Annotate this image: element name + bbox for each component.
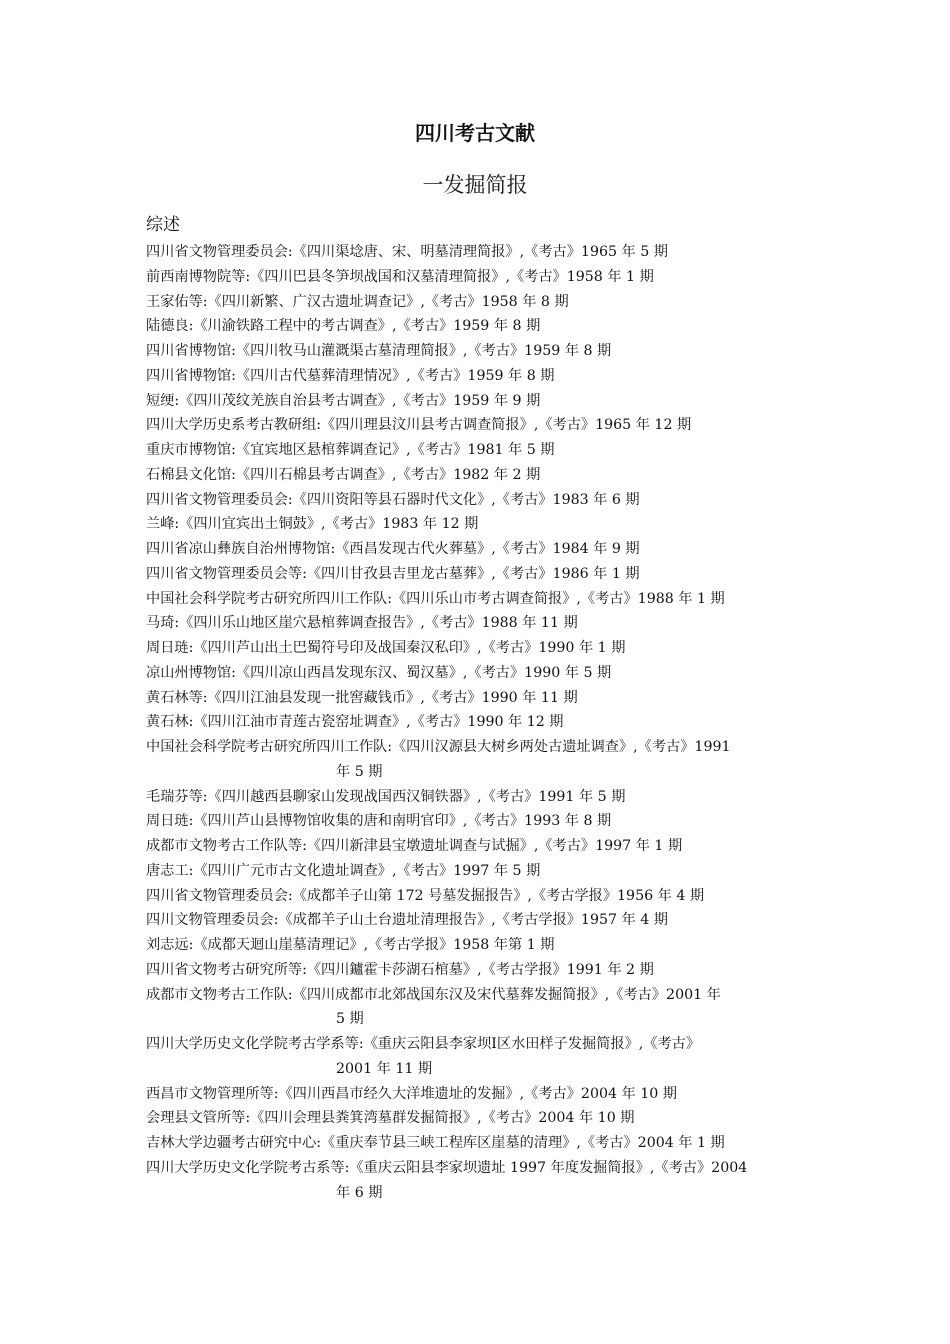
reference-text: 四川省博物馆:《四川牧马山灌溉渠古墓清理简报》,《考古》1959 年 8 期: [146, 343, 612, 359]
reference-entry: [146, 463, 816, 488]
reference-text: 西昌市文物管理所等:《四川西昌市经久大洋堆遗址的发掘》,《考古》2004 年 10 期: [146, 1085, 677, 1102]
reference-text: 黄石林:《四川江油市青莲古瓷窑址调查》,《考古》1990 年 12 期: [146, 714, 564, 731]
reference-entry: [146, 1156, 816, 1206]
reference-text: 四川省文物管理委员会:《成都羊子山第 172 号墓发掘报告》,《考古学报》1956 年 4 期: [146, 887, 705, 904]
reference-text: 兰峰:《四川宜宾出土铜鼓》,《考古》1983 年 12 期: [146, 516, 479, 533]
reference-entry: [146, 1106, 816, 1131]
reference-entry: [146, 636, 816, 661]
reference-text: 四川省凉山彝族自治州博物馆:《西昌发现古代火葬墓》,《考古》1984 年 9 期: [146, 541, 640, 557]
section-heading: 综述: [146, 215, 180, 235]
document-title: 四川考古文献: [415, 121, 535, 145]
reference-entry: [146, 983, 816, 1033]
reference-text-continuation: 年 6 期: [336, 1184, 383, 1201]
reference-text: 黄石林等:《四川江油县发现一批窖藏钱币》,《考古》1990 年 11 期: [146, 689, 578, 706]
reference-list: [146, 240, 816, 1205]
reference-entry: [146, 611, 816, 636]
reference-entry: [146, 290, 816, 315]
reference-text: 四川省文物管理委员会:《四川资阳等县石器时代文化》,《考古》1983 年 6 期: [146, 491, 640, 508]
reference-entry: [146, 389, 816, 414]
reference-entry: [146, 884, 816, 909]
reference-entry: [146, 438, 816, 463]
reference-entry: [146, 686, 816, 711]
reference-entry: [146, 314, 816, 339]
reference-entry: [146, 488, 816, 513]
reference-entry: [146, 710, 816, 735]
reference-entry: [146, 1032, 816, 1082]
reference-text: 马琦:《四川乐山地区崖穴悬棺葬调查报告》,《考古》1988 年 11 期: [146, 615, 578, 632]
reference-entry: [146, 587, 816, 612]
reference-entry: [146, 1131, 816, 1156]
reference-entry: [146, 339, 816, 364]
reference-text: 会理县文管所等:《四川会理县粪箕湾墓群发掘简报》,《考古》2004 年 10 期: [146, 1110, 635, 1127]
reference-text: 周日琏:《四川芦山出土巴蜀符号印及战国秦汉私印》,《考古》1990 年 1 期: [146, 640, 626, 656]
reference-text-continuation: 年 5 期: [336, 763, 383, 780]
reference-text: 唐志工:《四川广元市古文化遗址调查》,《考古》1997 年 5 期: [146, 862, 541, 879]
reference-entry: [146, 908, 816, 933]
reference-text: 四川文物管理委员会:《成都羊子山土台遗址清理报告》,《考古学报》1957 年 4 期: [146, 912, 668, 929]
reference-text: 四川省文物考古研究所等:《四川鑪霍卡莎湖石棺墓》,《考古学报》1991 年 2 期: [146, 961, 654, 978]
reference-text: 凉山州博物馆:《四川凉山西昌发现东汉、蜀汉墓》,《考古》1990 年 5 期: [146, 664, 612, 681]
reference-entry: [146, 413, 816, 438]
reference-entry: [146, 562, 816, 587]
reference-text: 刘志远:《成都天迴山崖墓清理记》,《考古学报》1958 年第 1 期: [146, 937, 555, 953]
reference-text: 王家佑等:《四川新繁、广汉古遗址调查记》,《考古》1958 年 8 期: [146, 293, 569, 310]
reference-text: 四川省文物管理委员会:《四川渠埝唐、宋、明墓清理简报》,《考古》1965 年 5 期: [146, 244, 668, 260]
reference-entry: [146, 661, 816, 686]
reference-text: 四川省博物馆:《四川古代墓葬清理情况》,《考古》1959 年 8 期: [146, 367, 555, 384]
reference-entry: [146, 933, 816, 958]
reference-text: 陆德良:《川渝铁路工程中的考古调查》,《考古》1959 年 8 期: [146, 318, 541, 335]
reference-entry: [146, 1082, 816, 1107]
reference-text: 前西南博物院等:《四川巴县冬笋坝战国和汉墓清理简报》,《考古》1958 年 1 期: [146, 268, 654, 285]
reference-entry: [146, 809, 816, 834]
reference-text: 中国社会科学院考古研究所四川工作队:《四川汉源县大树乡两处古遗址调查》,《考古》1991: [146, 739, 731, 755]
reference-text: 周日琏:《四川芦山县博物馆收集的唐和南明官印》,《考古》1993 年 8 期: [146, 813, 612, 830]
reference-text: 四川大学历史文化学院考古系等:《重庆云阳县李家坝遗址 1997 年度发掘简报》,《考古》2004: [146, 1159, 748, 1176]
document-subtitle: 一发掘简报: [422, 173, 528, 197]
reference-entry: [146, 364, 816, 389]
reference-entry: [146, 859, 816, 884]
reference-entry: [146, 240, 816, 265]
reference-text: 重庆市博物馆:《宜宾地区悬棺葬调查记》,《考古》1981 年 5 期: [146, 442, 555, 458]
reference-text: 中国社会科学院考古研究所四川工作队:《四川乐山市考古调查简报》,《考古》1988 年 1 期: [146, 590, 725, 607]
reference-text: 吉林大学边疆考古研究中心:《重庆奉节县三峡工程库区崖墓的清理》,《考古》2004 年 1 期: [146, 1135, 725, 1151]
reference-text: 成都市文物考古工作队等:《四川新津县宝墩遗址调查与试掘》,《考古》1997 年 1 期: [146, 838, 683, 854]
reference-text: 四川大学历史文化学院考古学系等:《重庆云阳县李家坝Ⅰ区水田样子发掘简报》,《考古》: [146, 1036, 701, 1052]
reference-text: 石棉县文化馆:《四川石棉县考古调查》,《考古》1982 年 2 期: [146, 466, 541, 483]
reference-text: 四川大学历史系考古教研组:《四川理县汶川县考古调查简报》,《考古》1965 年 12 期: [146, 417, 692, 434]
reference-text: 短绠:《四川茂纹羌族自治县考古调查》,《考古》1959 年 9 期: [146, 392, 541, 409]
reference-entry: [146, 537, 816, 562]
reference-text-continuation: 2001 年 11 期: [336, 1060, 433, 1077]
reference-text: 毛瑞芬等:《四川越西县聊家山发现战国西汉铜铁器》,《考古》1991 年 5 期: [146, 788, 626, 805]
reference-entry: [146, 265, 816, 290]
reference-entry: [146, 834, 816, 859]
reference-entry: [146, 735, 816, 785]
reference-text: 四川省文物管理委员会等:《四川甘孜县吉里龙古墓葬》,《考古》1986 年 1 期: [146, 565, 640, 582]
reference-entry: [146, 785, 816, 810]
reference-entry: [146, 512, 816, 537]
reference-text-continuation: 5 期: [336, 1011, 364, 1028]
reference-text: 成都市文物考古工作队:《四川成都市北郊战国东汉及宋代墓葬发掘简报》,《考古》2001 年: [146, 986, 721, 1003]
reference-entry: [146, 958, 816, 983]
